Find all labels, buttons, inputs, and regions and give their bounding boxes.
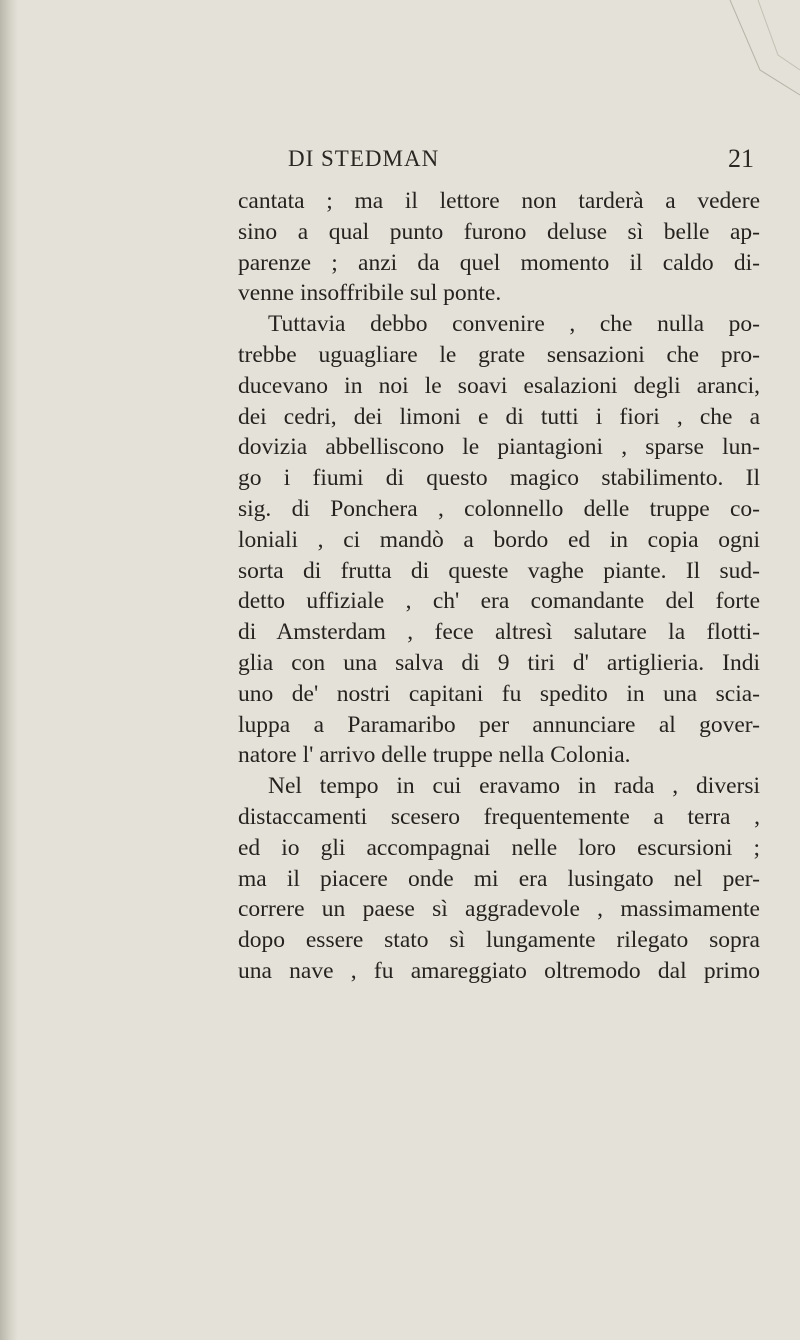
text-line: ma il piacere onde mi era lusingato nel per-: [238, 865, 760, 892]
text-line: una nave , fu amareggiato oltremodo dal primo: [238, 957, 760, 984]
text-line: uno de' nostri capitani fu spedito in una scia-: [238, 680, 760, 707]
page-gutter-shadow: [0, 0, 18, 1340]
text-line: sorta di frutta di queste vaghe piante. Il sud-: [238, 557, 760, 584]
text-line: sino a qual punto furono deluse sì belle ap-: [238, 218, 760, 245]
text-line: dopo essere stato sì lungamente rilegato sopra: [238, 927, 760, 954]
body-text: [238, 186, 760, 987]
text-line: glia con una salva di 9 tiri d' artiglieria. Indi: [238, 649, 760, 676]
running-head: [0, 140, 800, 180]
text-line: dei cedri, dei limoni e di tutti i fiori , che a: [238, 403, 760, 430]
text-line: distaccamenti scesero frequentemente a terra ,: [238, 803, 760, 830]
running-head-title: DI STEDMAN: [288, 146, 440, 171]
text-line: parenze ; anzi da quel momento il caldo di-: [238, 249, 760, 276]
text-line: trebbe uguagliare le grate sensazioni che pro-: [238, 341, 760, 368]
text-line: loniali , ci mandò a bordo ed in copia ogni: [238, 526, 760, 553]
page-number: 21: [728, 144, 754, 173]
text-line: dovizia abbelliscono le piantagioni , sparse lun-: [238, 434, 760, 461]
text-line: go i fiumi di questo magico stabilimento. Il: [238, 465, 760, 492]
text-line: natore l' arrivo delle truppe nella Colonia.: [238, 742, 631, 769]
page-corner-fold: [720, 0, 800, 110]
text-line: sig. di Ponchera , colonnello delle truppe co-: [238, 495, 760, 522]
text-line: ed io gli accompagnai nelle loro escursioni ;: [238, 834, 760, 861]
text-line: detto uffiziale , ch' era comandante del forte: [238, 588, 760, 615]
text-line: ducevano in noi le soavi esalazioni degli aranci,: [238, 372, 760, 399]
text-line: di Amsterdam , fece altresì salutare la flotti-: [238, 619, 760, 646]
text-line: luppa a Paramaribo per annunciare al gover-: [238, 711, 760, 738]
text-line: venne insoffribile sul ponte.: [238, 280, 502, 307]
text-line: Nel tempo in cui eravamo in rada , diversi: [268, 773, 760, 800]
text-line: cantata ; ma il lettore non tarderà a vedere: [238, 188, 760, 214]
text-line: correre un paese sì aggradevole , massimamente: [238, 896, 760, 923]
text-line: Tuttavia debbo convenire , che nulla po-: [268, 311, 760, 338]
